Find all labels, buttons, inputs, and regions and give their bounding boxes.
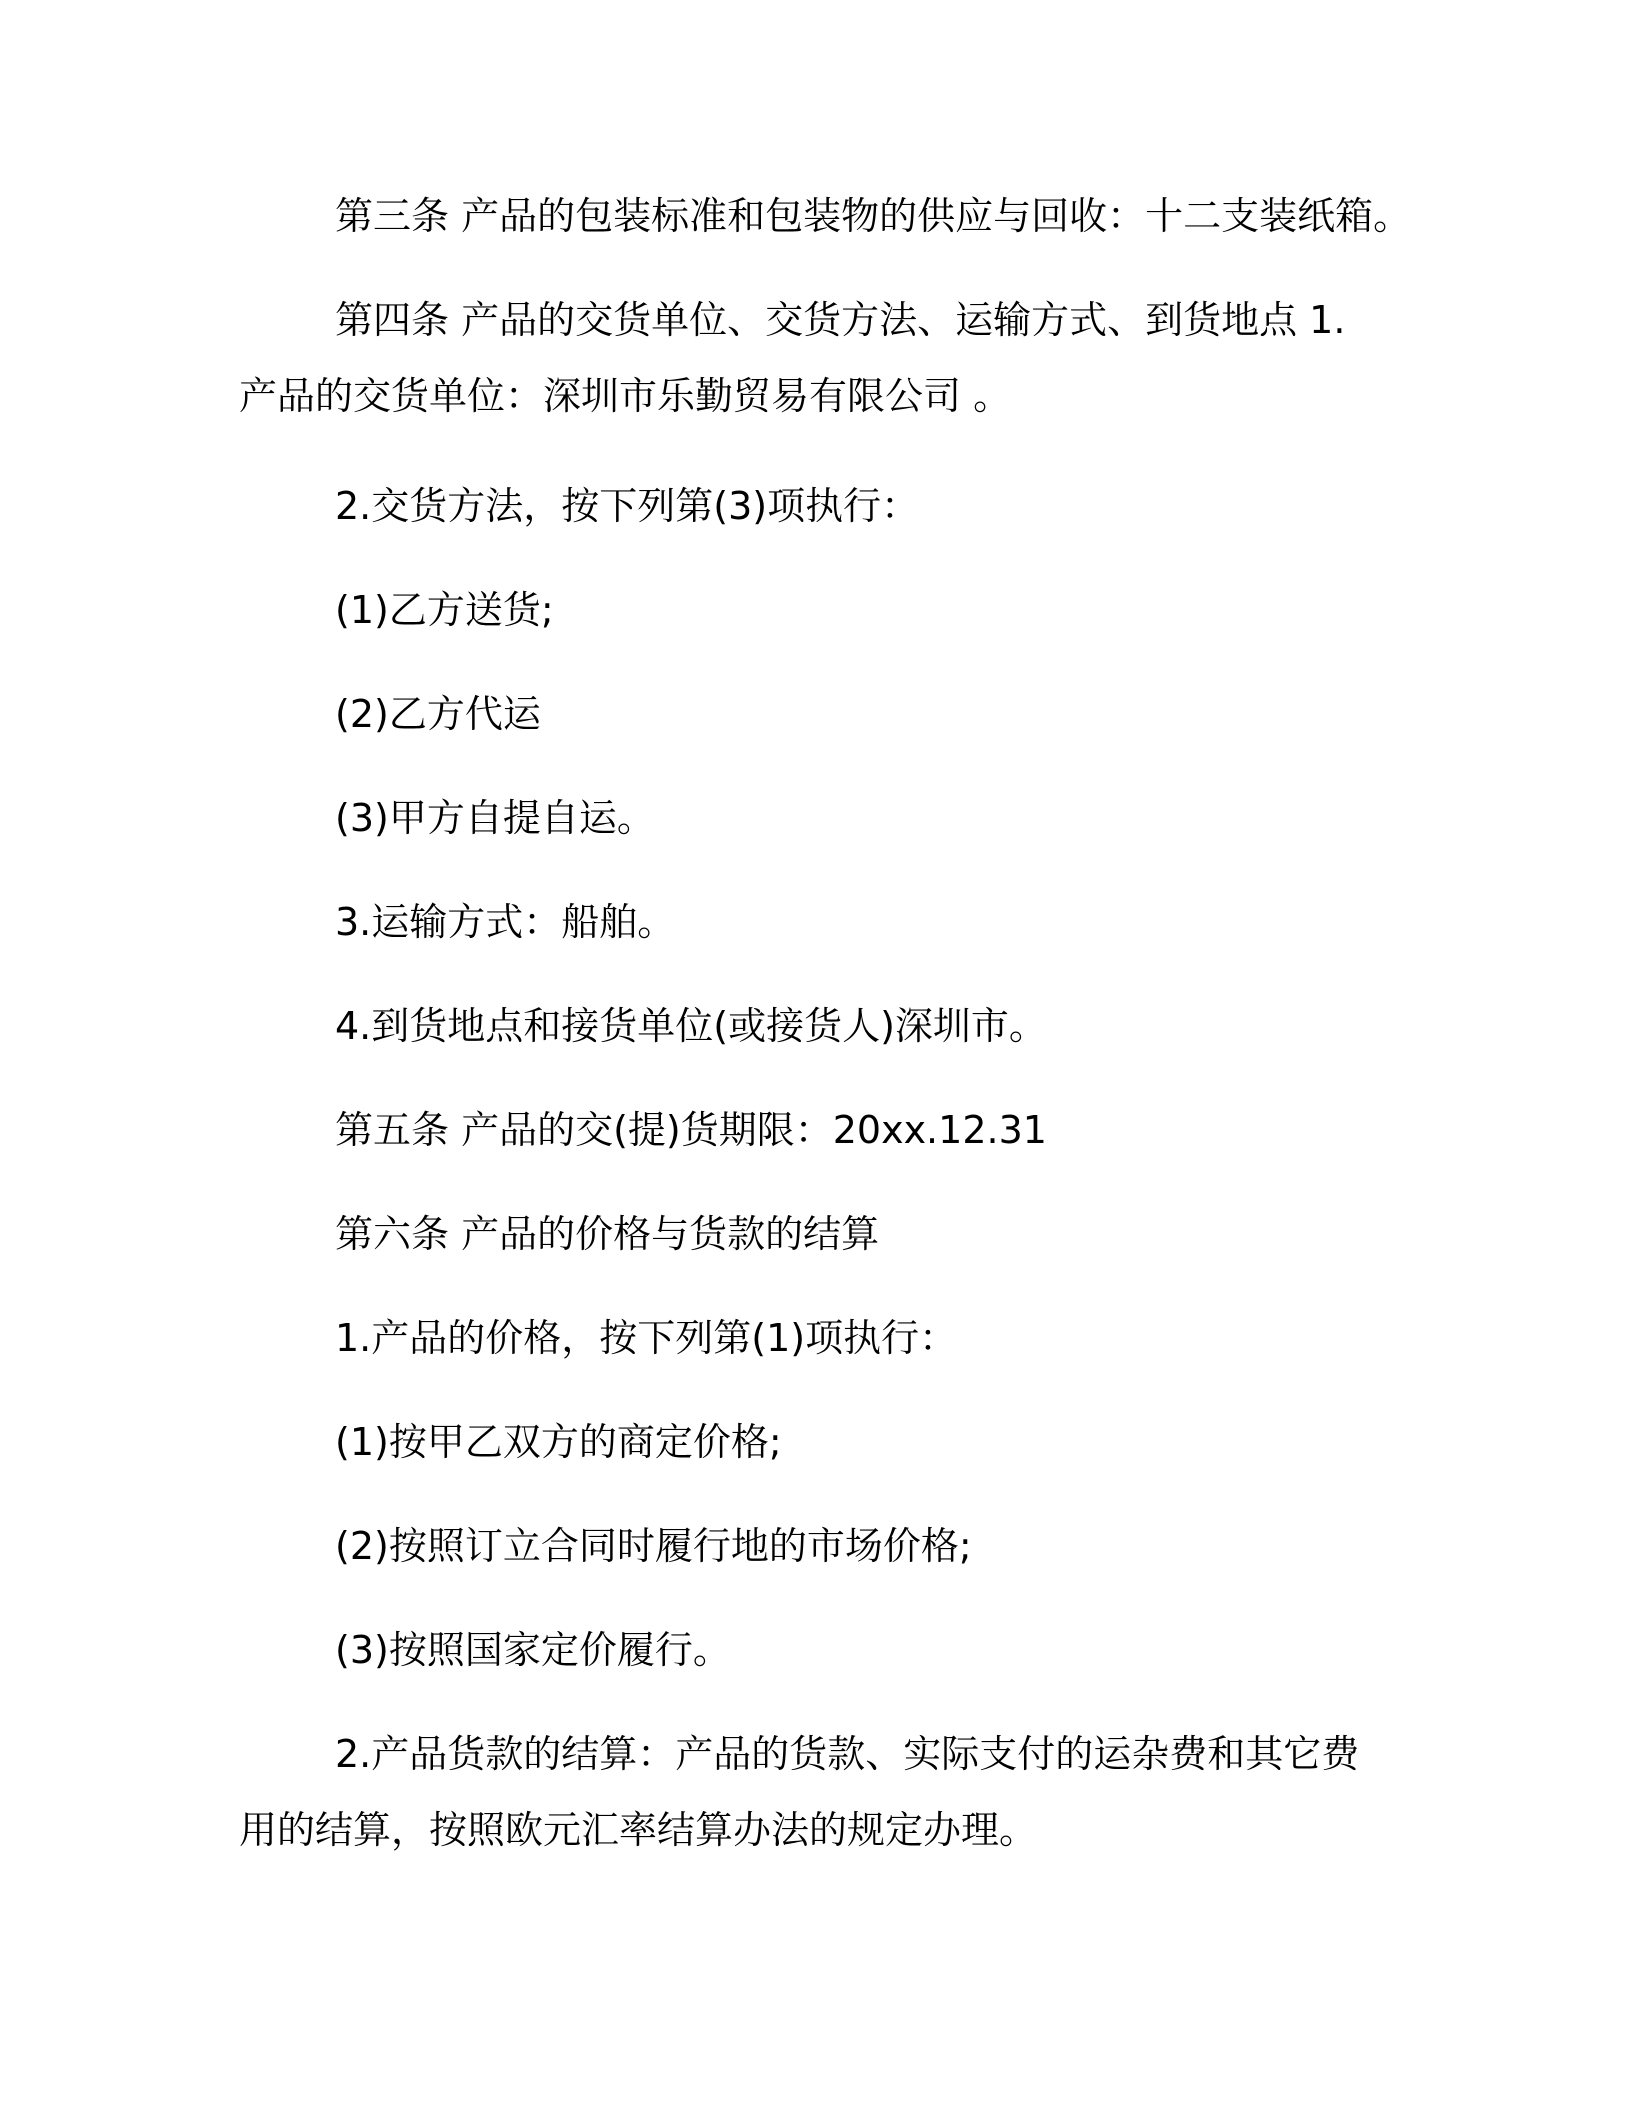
- paragraph-option-2: (2)乙方代运: [335, 692, 541, 736]
- paragraph-price: 1.产品的价格，按下列第(1)项执行：: [335, 1316, 958, 1360]
- paragraph-destination: 4.到货地点和接货单位(或接货人)深圳市。: [335, 1004, 1047, 1048]
- paragraph-option-3: (3)甲方自提自运。: [335, 796, 655, 840]
- paragraph-price-option-3: (3)按照国家定价履行。: [335, 1628, 731, 1672]
- paragraph-article-4: 第四条 产品的交货单位、交货方法、运输方式、到货地点 1.产品的交货单位：深圳市乐勤贸易有限公司 。: [239, 298, 1346, 418]
- paragraph-option-1: (1)乙方送货;: [335, 588, 554, 632]
- paragraph-article-3: 第三条 产品的包装标准和包装物的供应与回收：十二支装纸箱。: [335, 194, 1412, 238]
- paragraph-delivery-method: 2.交货方法，按下列第(3)项执行：: [335, 484, 920, 528]
- paragraph-price-option-1: (1)按甲乙双方的商定价格;: [335, 1420, 782, 1464]
- paragraph-settlement: 2.产品货款的结算：产品的货款、实际支付的运杂费和其它费用的结算，按照欧元汇率结算办法的规定办理。: [239, 1732, 1360, 1852]
- paragraph-price-option-2: (2)按照订立合同时履行地的市场价格;: [335, 1524, 972, 1568]
- paragraph-transport: 3.运输方式：船舶。: [335, 900, 676, 944]
- paragraph-article-5: 第五条 产品的交(提)货期限：20xx.12.31: [335, 1108, 1047, 1152]
- paragraph-article-6: 第六条 产品的价格与货款的结算: [335, 1212, 880, 1256]
